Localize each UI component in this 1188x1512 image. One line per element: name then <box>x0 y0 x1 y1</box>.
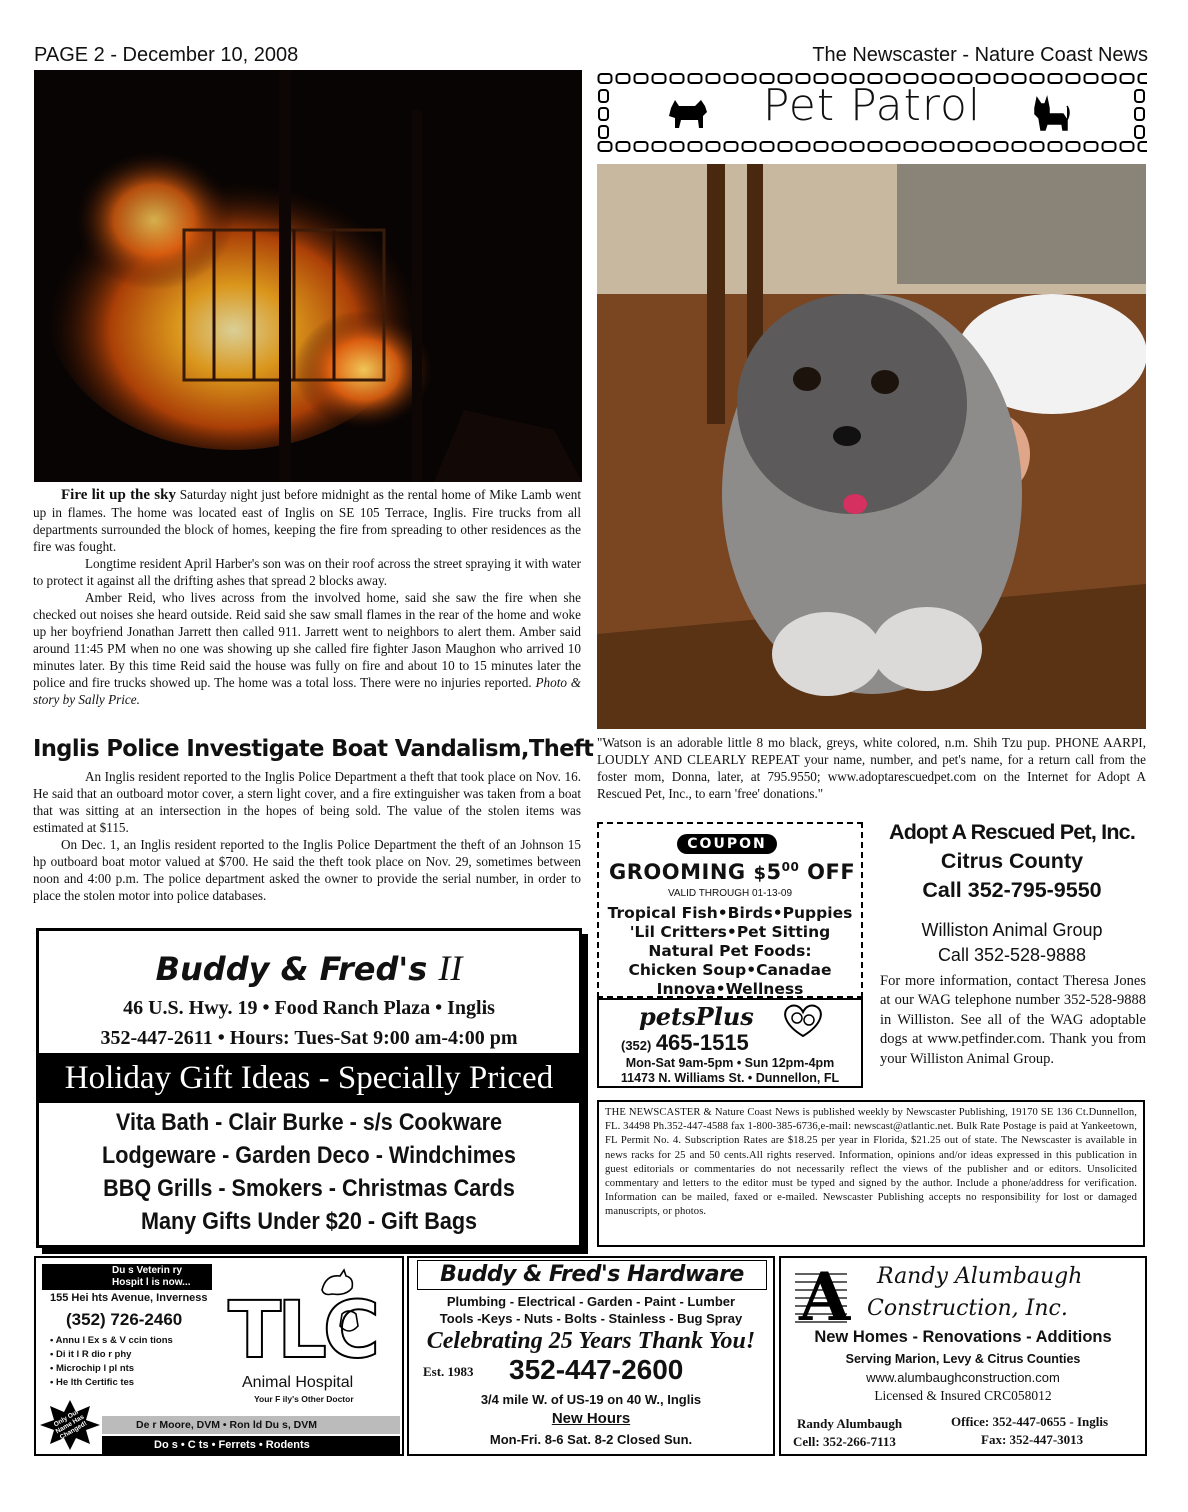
coupon-cents: 00 <box>781 860 800 874</box>
coupon-badge: COUPON <box>677 834 777 854</box>
bf2-item: BBQ Grills - Smokers - Christmas Cards <box>103 1175 515 1202</box>
bf2-name: Buddy & Fred's <box>155 950 428 988</box>
wag-phone: Call 352-528-9888 <box>937 945 1087 965</box>
ra-company: Construction, Inc. <box>867 1296 1068 1321</box>
ra-office: Office: 352-447-0655 - Inglis <box>951 1414 1109 1429</box>
adopt-county: Citrus County <box>940 849 1084 873</box>
bf2-suffix: II <box>438 948 463 988</box>
hw-line1: Plumbing - Electrical - Garden - Paint - Lumber <box>446 1294 736 1309</box>
ra-serving: Serving Marion, Levy & Citrus Counties <box>845 1352 1081 1366</box>
petsplus-address: 11473 N. Williams St. • Dunnellon, FL <box>620 1071 840 1085</box>
fire-story <box>33 486 581 708</box>
bf2-item: Vita Bath - Clair Burke - s/s Cookware <box>115 1109 503 1136</box>
petsplus-hours: Mon-Sat 9am-5pm • Sun 12pm-4pm <box>625 1056 835 1070</box>
tlc-service: • He lth Certific tes <box>50 1377 135 1388</box>
cat-icon <box>316 1266 358 1300</box>
coupon-grooming-label: GROOMING <box>609 860 746 884</box>
tlc-service: • Microchip l pl nts <box>50 1363 135 1374</box>
coupon-service-line: Tropical Fish•Birds•Puppies <box>607 904 853 922</box>
coupon-service-line: Natural Pet Foods: <box>648 942 812 960</box>
hw-location: 3/4 mile W. of US-19 on 40 W., Inglis <box>480 1392 702 1407</box>
tlc-pets: Do s • C ts • Ferrets • Rodents <box>102 1436 400 1454</box>
hw-new-hours: New Hours <box>551 1410 631 1427</box>
police-story-p1: An Inglis resident reported to the Inglis Police Department a theft that took place on Nov. 16. He said that an outboard motor cover, a stern light cover, and a fire extinguisher was taken from a boat that was sitting at an intersection in the hopes of being sold. The value of the stolen items was estimated at $115. <box>33 769 581 835</box>
bf2-banner: Holiday Gift Ideas - Specially Priced <box>39 1053 579 1103</box>
fire-story-p2: Longtime resident April Harber's son was on their roof across the street spraying it with water to protect it against all the drifting ashes that spread 2 blocks away. <box>33 556 581 588</box>
bf2-address: 46 U.S. Hwy. 19 • Food Ranch Plaza • Inglis <box>123 997 495 1019</box>
hw-celebrate: Celebrating 25 Years Thank You! <box>426 1328 756 1354</box>
tlc-banner: Du s Veterin ry Hospit l is now... <box>42 1264 212 1290</box>
ra-name: Randy Alumbaugh <box>877 1264 1083 1289</box>
ra-cell: Cell: 352-266-7113 <box>793 1434 896 1449</box>
coupon-grooming-offer <box>609 860 855 884</box>
page-date-header: PAGE 2 - December 10, 2008 <box>34 44 299 66</box>
tlc-animal-hospital-ad <box>34 1256 404 1456</box>
adopt-rescued-pet <box>872 818 1152 905</box>
ra-logo-letter: A <box>799 1258 851 1336</box>
tlc-hospital-label: Animal Hospital <box>242 1374 354 1391</box>
police-headline: Inglis Police Investigate Boat Vandalism,Theft <box>33 734 594 762</box>
coupon-services <box>599 904 861 999</box>
cat-icon <box>1027 94 1071 134</box>
fire-story-p1: Saturday night just before midnight as the rental home of Mike Lamb went up in flames. The home was located east of Inglis on SE 105 Terrace, Inglis. Fire trucks from all departments surrounded the block of homes, keeping the fire from spreading to other residences as the fire was fought. <box>33 487 581 554</box>
police-story-p2: On Dec. 1, an Inglis resident reported to the Inglis Police Department the theft of an Johnson 15 hp outboard boat motor valued at $700. He said the theft took place on Nov. 29, sometimes between noon and 4:00 p.m. The police department asked the owner to provide the serial number, in order to place the stolen motor into police databases. <box>33 837 581 903</box>
tlc-doctors: De r Moore, DVM • Ron ld Du s, DVM <box>102 1416 400 1434</box>
bf2-phone-hours: 352-447-2611 • Hours: Tues-Sat 9:00 am-4:00 pm <box>100 1027 518 1049</box>
tlc-starburst-text: Only Our Name Has Changed! <box>52 1408 89 1442</box>
grooming-coupon <box>597 822 863 998</box>
petsplus-phone <box>621 1030 749 1056</box>
adopt-phone: Call 352-795-9550 <box>922 878 1102 902</box>
coupon-service-line: Chicken Soup•Canadae <box>628 961 832 979</box>
buddy-freds-hardware-ad <box>407 1256 775 1456</box>
dog-photo <box>597 164 1146 729</box>
randy-alumbaugh-ad <box>779 1256 1147 1456</box>
pet-patrol-banner <box>597 72 1147 156</box>
coupon-dollar: $ <box>753 863 767 884</box>
tlc-logo: TLC <box>228 1286 377 1376</box>
tlc-address: 155 Hei hts Avenue, Inverness <box>50 1292 208 1304</box>
pets-heart-icon <box>779 1002 827 1038</box>
tlc-phone: (352) 726-2460 <box>66 1310 183 1329</box>
buddy-freds-ii-ad <box>36 928 582 1248</box>
ra-services: New Homes - Renovations - Additions <box>814 1328 1112 1346</box>
coupon-valid-date: VALID THROUGH 01-13-09 <box>667 888 793 899</box>
hw-title: Buddy & Fred's Hardware <box>417 1260 767 1290</box>
wag-name: Williston Animal Group <box>921 920 1103 940</box>
dog-icon <box>336 1308 362 1338</box>
pet-caption: "Watson is an adorable little 8 mo black, greys, white colored, n.m. Shih Tzu pup. PHONE AARPI, LOUDLY AND CLEARLY REPEAT your name, number, and pet's name, for a return call from the foster mom, Donna, later, at 795.9550; www.adoptarescuedpet.com on the Internet for Adopt A Rescued Pet, Inc., to earn 'free' donations." <box>597 735 1146 801</box>
coupon-service-line: 'Lil Critters•Pet Sitting <box>629 923 831 941</box>
hw-line2: Tools -Keys - Nuts - Bolts - Stainless - Bug Spray <box>439 1311 743 1326</box>
fire-story-credit: Photo & story by Sally Price. <box>33 675 582 707</box>
adopt-org-name: Adopt A Rescued Pet, Inc. <box>889 820 1135 844</box>
fire-photo <box>34 70 582 482</box>
petsplus-logo: petsPlus <box>639 1002 754 1031</box>
ra-fax: Fax: 352-447-3013 <box>981 1432 1084 1447</box>
tlc-services <box>50 1334 173 1390</box>
hw-est: Est. 1983 <box>423 1364 474 1379</box>
ra-person: Randy Alumbaugh <box>797 1416 903 1431</box>
police-story <box>33 768 581 904</box>
chain-border-bottom <box>597 140 1147 154</box>
fire-story-p3: Amber Reid, who lives across from the involved home, said she saw the fire when she checked out noises she heard outside. Reid said she saw small flames in the rear of the home and woke up her boyfriend Jonathan Jarrett then called 911. Jarrett went to neighbors to alert them. Amber said around 11:45 PM when no one was showing up she called fire fighter Jason Maughon who arrived 10 minutes later. By this time Reid said the house was fully on fire and about 10 to 15 minutes later the police and fire trucks showed up. The home was a total loss. There were no injuries reported. <box>33 590 581 690</box>
petsplus-ad <box>597 998 863 1088</box>
coupon-amount: 5 <box>766 860 782 884</box>
tlc-service: • Annu l Ex s & V ccin tions <box>50 1335 173 1346</box>
bf2-title <box>39 947 579 989</box>
pet-patrol-title: Pet Patrol <box>762 80 982 131</box>
hw-hours: Mon-Fri. 8-6 Sat. 8-2 Closed Sun. <box>489 1432 693 1447</box>
publication-masthead: THE NEWSCASTER & Nature Coast News is published weekly by Newscaster Publishing, 19170 SE 136 Ct.Dunnellon, FL. 34498 Ph.352-447-4588 fax 1-800-385-6736,e-mail: newscast@atlantic.net. Bulk Rate Postage is paid at Yankeetown, FL Permit No. 4. Subscription Rates are $18.25 per year in Florida, $21.25 out of state. The Newscaster is available in news racks for 25 and 50 cents.All rights reserved. Information, opinions and/or ideas expressed in this publication in guest editorials or commentaries do not necessarily reflect the views of the publisher and or editors. Unsolicited commentary and letters to the editor must be typed and signed by the author. Include a phone/address for verification. Information can be mailed, faxed or e-mailed. Newscaster Publishing accepts no responsibility for lost or damaged manuscripts, or photos. <box>597 1100 1145 1247</box>
petsplus-area-code: (352) <box>621 1038 652 1053</box>
bf2-item: Lodgeware - Garden Deco - Windchimes <box>102 1142 516 1169</box>
wag-info: For more information, contact Theresa Jones at our WAG telephone number 352-528-9888 in Williston. See all of the WAG adoptable dogs at www.petfinder.com. Thank you from your Williston Animal Group. <box>880 973 1146 1067</box>
hw-phone: 352-447-2600 <box>509 1354 684 1385</box>
paper-name-header: The Newscaster - Nature Coast News <box>812 44 1148 66</box>
fire-story-lead: Fire lit up the sky <box>61 487 176 503</box>
williston-animal-group <box>872 918 1152 968</box>
bf2-item: Many Gifts Under $20 - Gift Bags <box>140 1208 478 1235</box>
tlc-service: • Di it l R dio r phy <box>50 1349 132 1360</box>
petsplus-number: 465-1515 <box>655 1030 749 1055</box>
tlc-starburst <box>40 1400 100 1450</box>
ra-logo <box>791 1258 851 1336</box>
coupon-off: OFF <box>807 860 856 884</box>
ra-website: www.alumbaughconstruction.com <box>866 1370 1060 1385</box>
coupon-service-line: Innova•Wellness <box>656 980 804 998</box>
tlc-tagline: Your F ily's Other Doctor <box>254 1394 354 1404</box>
ra-license: Licensed & Insured CRC058012 <box>874 1388 1052 1403</box>
